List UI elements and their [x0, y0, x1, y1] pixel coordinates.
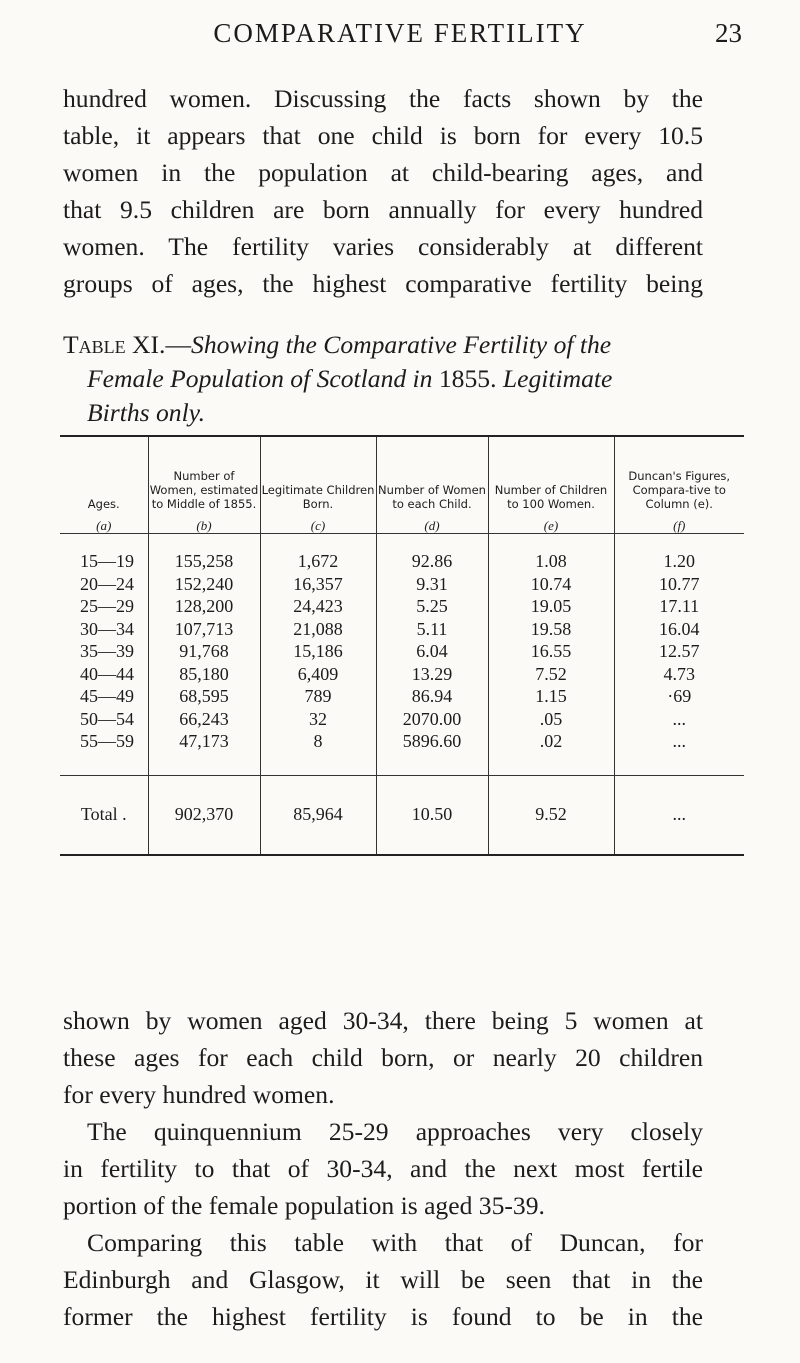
- table-cell: 107,713: [174, 618, 234, 639]
- table-cell: 91,768: [179, 641, 229, 661]
- text-line: former the highest fertility is found to be in the: [63, 1302, 703, 1331]
- text-line: shown by women aged 30-34, there being 5 women at: [63, 1006, 703, 1035]
- table-cell: 152,240: [174, 573, 234, 594]
- table-cell: 19.58: [530, 618, 572, 639]
- fertility-table: [60, 435, 744, 856]
- table-cell: 155,258: [174, 551, 234, 571]
- table-cell: 16.04: [659, 618, 700, 639]
- table-cell: 10.77: [659, 573, 700, 594]
- text-line: Comparing this table with that of Duncan, for: [87, 1228, 703, 1257]
- table-cell: 1.15: [535, 686, 567, 706]
- table-cell: ...: [672, 708, 686, 729]
- table-cell: 85,964: [260, 775, 376, 855]
- table-cell: 13.29: [411, 663, 453, 684]
- caption-line-3: [63, 396, 743, 430]
- text-line: portion of the female population is aged 35-39.: [63, 1191, 545, 1220]
- table-cell: 5.25: [416, 596, 448, 616]
- page-number: 23: [715, 18, 742, 48]
- caption-line-2: [63, 362, 743, 396]
- table-cell: 47,173: [179, 731, 229, 751]
- table-cell: 32: [309, 708, 327, 729]
- table-body: [60, 534, 744, 776]
- column-header: Number of Children to 100 Women. (e): [488, 436, 614, 534]
- table-cell: 7.52: [535, 663, 567, 684]
- text-line: in fertility to that of 30-34, and the next most fertile: [63, 1154, 703, 1183]
- column-header: Ages. (a): [60, 436, 148, 534]
- children-column: [260, 534, 376, 776]
- children-per-100-column: [488, 534, 614, 776]
- table-cell: 128,200: [174, 596, 234, 616]
- table-cell: 15,186: [293, 641, 343, 661]
- table-cell: 10.50: [376, 775, 488, 855]
- table-cell: 6,409: [297, 663, 339, 684]
- table-cell: ...: [672, 731, 686, 751]
- table-cell: 9.52: [488, 775, 614, 855]
- ages-column: [60, 534, 148, 776]
- table-cell: 1,672: [297, 551, 339, 571]
- text-line: table, it appears that one child is born for every 10.5: [63, 121, 703, 150]
- table-caption: [63, 328, 743, 430]
- column-header: Legitimate Children Born. (c): [260, 436, 376, 534]
- table-cell: 5.11: [416, 618, 448, 639]
- total-row: [60, 775, 744, 855]
- table-cell: 16,357: [293, 573, 343, 594]
- table-cell: 5896.60: [402, 731, 462, 751]
- running-head: [0, 0, 800, 60]
- text-line: Edinburgh and Glasgow, it will be seen that in the: [63, 1265, 703, 1294]
- caption-text: Female Population of Scotland in: [87, 364, 433, 393]
- table-cell: 19.05: [530, 596, 572, 616]
- table-cell: 902,370: [148, 775, 260, 855]
- table-cell: 789: [304, 686, 332, 706]
- table-cell: 4.73: [663, 663, 695, 684]
- table-cell: 68,595: [179, 686, 229, 706]
- table-cell: 86.94: [411, 686, 453, 706]
- table-cell: 50—54: [80, 708, 134, 729]
- caption-label: Table XI.: [63, 330, 166, 359]
- caption-dash: —: [165, 330, 192, 359]
- table-cell: 40—44: [80, 663, 134, 684]
- table-cell: 85,180: [179, 663, 229, 684]
- table-cell: 21,088: [293, 618, 343, 639]
- duncan-column: [614, 534, 744, 776]
- text-line: these ages for each child born, or nearly 20 children: [63, 1043, 703, 1072]
- table-cell: 15—19: [80, 551, 134, 571]
- running-head-title: COMPARATIVE FERTILITY: [213, 18, 587, 48]
- table-cell: 30—34: [80, 618, 134, 639]
- table-cell: 24,423: [293, 596, 343, 616]
- table-cell: .05: [539, 708, 563, 729]
- column-header: Number of Women, estimated to Middle of 1855. (b): [148, 436, 260, 534]
- table-cell: 45—49: [80, 686, 134, 706]
- text-line: hundred women. Discussing the facts shown by the: [63, 84, 703, 113]
- table-cell: 66,243: [179, 708, 229, 729]
- column-header: Number of Women to each Child. (d): [376, 436, 488, 534]
- table-cell: 12.57: [659, 641, 700, 661]
- table-cell: 2070.00: [402, 708, 462, 729]
- text-line: women in the population at child-bearing ages, and: [63, 158, 703, 187]
- table-cell: 9.31: [416, 573, 448, 594]
- table-cell: ·69: [667, 686, 692, 706]
- text-line: groups of ages, the highest comparative fertility being: [63, 269, 703, 298]
- table-cell: 16.55: [530, 641, 572, 661]
- table-cell: 1.08: [535, 551, 567, 571]
- caption-year: 1855.: [438, 364, 497, 393]
- column-header: Duncan's Figures, Compara-tive to Column (e). (f): [614, 436, 744, 534]
- women-per-child-column: [376, 534, 488, 776]
- table-cell: 25—29: [80, 596, 134, 616]
- table-cell: .02: [539, 731, 563, 751]
- table-cell: 6.04: [416, 641, 448, 661]
- text-line: that 9.5 children are born annually for every hundred: [63, 195, 703, 224]
- text-line: The quinquennium 25-29 approaches very closely: [87, 1117, 703, 1146]
- text-line: women. The fertility varies considerably at different: [63, 232, 703, 261]
- caption-text: Showing the Comparative Fertility of the: [191, 330, 612, 359]
- table-cell: ...: [614, 775, 744, 855]
- women-column: [148, 534, 260, 776]
- table-cell: 10.74: [530, 573, 572, 594]
- paragraph-bottom: [63, 1002, 703, 1335]
- table-cell: 55—59: [80, 731, 134, 751]
- paragraph-top: [63, 80, 703, 302]
- table-header-row: [60, 436, 744, 534]
- table-cell: 17.11: [659, 596, 700, 616]
- table-cell: 1.20: [663, 551, 695, 571]
- table-cell: 8: [313, 731, 323, 751]
- caption-text: Legitimate: [502, 364, 613, 393]
- table-cell: 35—39: [80, 641, 134, 661]
- table-cell: Total .: [60, 775, 148, 855]
- table-cell: 20—24: [80, 573, 134, 594]
- table-cell: 92.86: [411, 551, 453, 571]
- text-line: for every hundred women.: [63, 1080, 335, 1109]
- caption-text: Births only.: [87, 398, 206, 427]
